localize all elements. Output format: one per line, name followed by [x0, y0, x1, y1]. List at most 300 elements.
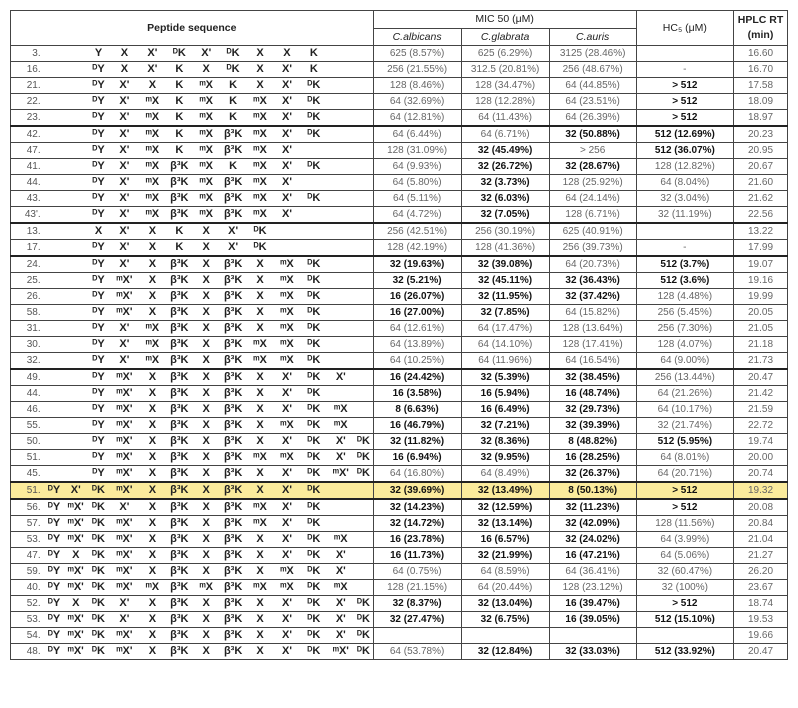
sequence-residue: X' — [327, 450, 354, 466]
hplc-rt-value: 19.53 — [734, 612, 788, 628]
sequence-residue: X' — [110, 110, 139, 127]
table-row — [11, 612, 788, 628]
sequence-residue: β³K — [220, 532, 247, 548]
sequence-residue: ᴰK — [300, 289, 327, 305]
mic-c-albicans: 64 (12.61%) — [373, 321, 461, 337]
sequence-residue: ᴰK — [87, 580, 110, 596]
hc-value — [636, 223, 733, 240]
sequence-residue: ᵐX — [247, 353, 274, 370]
mic-c-auris: 625 (40.91%) — [549, 223, 636, 240]
sequence-residue: ᴰK — [300, 353, 327, 370]
sequence-residue: ᴰK — [300, 516, 327, 532]
mic-c-auris: 32 (42.09%) — [549, 516, 636, 532]
hplc-rt-value: 19.66 — [734, 628, 788, 644]
sequence-residue — [44, 289, 65, 305]
sequence-residue — [64, 450, 87, 466]
sequence-residue: ᴰK — [300, 596, 327, 612]
hc-value: 32 (3.04%) — [636, 191, 733, 207]
sequence-residue: ᴰY — [87, 207, 110, 224]
mic-c-auris: 64 (23.51%) — [549, 94, 636, 110]
hplc-rt-value: 26.20 — [734, 564, 788, 580]
sequence-residue — [354, 369, 373, 386]
sequence-residue: ᵐX' — [327, 644, 354, 660]
hplc-rt-value: 22.72 — [734, 418, 788, 434]
sequence-residue — [354, 143, 373, 159]
sequence-residue: β³K — [166, 321, 193, 337]
sequence-residue: X — [193, 450, 220, 466]
mic-c-auris: 16 (47.21%) — [549, 548, 636, 564]
sequence-residue: ᴰY — [44, 628, 65, 644]
peptide-id: 41. — [11, 159, 44, 175]
sequence-residue — [327, 143, 354, 159]
hc-value: 512 (33.92%) — [636, 644, 733, 660]
sequence-residue: ᵐX' — [64, 644, 87, 660]
sequence-residue: ᵐX — [193, 191, 220, 207]
mic-c-glabrata: 256 (30.19%) — [461, 223, 549, 240]
mic-c-albicans: 32 (27.47%) — [373, 612, 461, 628]
table-row — [11, 191, 788, 207]
hplc-rt-value: 23.67 — [734, 580, 788, 596]
sequence-residue: β³K — [220, 369, 247, 386]
mic-c-glabrata: 32 (26.72%) — [461, 159, 549, 175]
sequence-residue: X' — [64, 482, 87, 499]
sequence-residue: ᴰY — [87, 94, 110, 110]
sequence-residue — [44, 418, 65, 434]
mic-c-auris: 128 (23.12%) — [549, 580, 636, 596]
sequence-residue — [354, 516, 373, 532]
hplc-rt-unit: (min) — [747, 29, 774, 41]
sequence-residue: ᵐX — [274, 418, 301, 434]
mic-c-glabrata: 32 (5.39%) — [461, 369, 549, 386]
sequence-residue: β³K — [220, 564, 247, 580]
hc-value: > 512 — [636, 499, 733, 516]
sequence-residue: X' — [274, 175, 301, 191]
sequence-residue: Y — [87, 46, 110, 62]
sequence-residue: K — [166, 62, 193, 78]
sequence-residue: ᵐX' — [110, 369, 139, 386]
mic-c-glabrata: 32 (45.49%) — [461, 143, 549, 159]
sequence-residue: X' — [110, 159, 139, 175]
sequence-residue: ᴰY — [87, 78, 110, 94]
peptide-id: 56. — [11, 499, 44, 516]
sequence-residue — [64, 273, 87, 289]
sequence-residue: ᴰK — [300, 273, 327, 289]
sequence-residue — [44, 143, 65, 159]
sequence-residue: ᴰK — [354, 628, 373, 644]
sequence-residue: ᴰY — [87, 402, 110, 418]
sequence-residue: ᵐX — [247, 207, 274, 224]
sequence-residue: X — [247, 466, 274, 483]
table-row — [11, 466, 788, 483]
sequence-residue: X — [139, 564, 166, 580]
sequence-residue: ᴰK — [300, 612, 327, 628]
sequence-residue: ᴰK — [300, 386, 327, 402]
hc-value: 128 (4.48%) — [636, 289, 733, 305]
peptide-id: 17. — [11, 240, 44, 257]
sequence-residue: X — [247, 434, 274, 450]
sequence-residue: K — [220, 78, 247, 94]
mic-c-glabrata: 16 (5.94%) — [461, 386, 549, 402]
peptide-id: 22. — [11, 94, 44, 110]
sequence-residue: X' — [274, 532, 301, 548]
table-body — [11, 46, 788, 660]
sequence-residue: ᴰK — [300, 434, 327, 450]
sequence-residue — [64, 402, 87, 418]
sequence-residue — [354, 402, 373, 418]
sequence-residue: ᵐX — [274, 289, 301, 305]
sequence-residue: ᴰY — [87, 305, 110, 321]
sequence-residue: ᵐX' — [110, 450, 139, 466]
mic-c-auris: 64 (36.41%) — [549, 564, 636, 580]
hc-value: 64 (10.17%) — [636, 402, 733, 418]
hc-value — [636, 628, 733, 644]
hplc-rt-value: 17.99 — [734, 240, 788, 257]
sequence-residue: β³K — [220, 612, 247, 628]
sequence-residue — [354, 240, 373, 257]
sequence-residue: X — [247, 418, 274, 434]
sequence-residue: ᴰK — [166, 46, 193, 62]
sequence-residue: ᴰY — [87, 321, 110, 337]
mic-c-auris: 64 (44.85%) — [549, 78, 636, 94]
sequence-residue — [354, 191, 373, 207]
sequence-residue: β³K — [166, 564, 193, 580]
sequence-residue: ᵐX — [139, 94, 166, 110]
hplc-rt-value: 21.18 — [734, 337, 788, 353]
sequence-residue: β³K — [220, 418, 247, 434]
mic-c-glabrata: 32 (9.95%) — [461, 450, 549, 466]
mic-c-albicans: 64 (13.89%) — [373, 337, 461, 353]
hc-value: - — [636, 62, 733, 78]
sequence-residue: ᵐX' — [64, 532, 87, 548]
sequence-residue — [354, 548, 373, 564]
peptide-id: 16. — [11, 62, 44, 78]
sequence-residue: β³K — [166, 337, 193, 353]
sequence-residue: X' — [110, 612, 139, 628]
peptide-id: 49. — [11, 369, 44, 386]
sequence-residue: X' — [110, 223, 139, 240]
peptide-id: 25. — [11, 273, 44, 289]
hplc-rt-label: HPLC RT — [737, 14, 784, 26]
sequence-residue: β³K — [166, 369, 193, 386]
hc-value: > 512 — [636, 596, 733, 612]
hplc-rt-value: 19.99 — [734, 289, 788, 305]
sequence-residue: β³K — [166, 516, 193, 532]
mic-c-glabrata: 128 (12.28%) — [461, 94, 549, 110]
sequence-residue — [354, 321, 373, 337]
peptide-mic-table — [10, 10, 788, 660]
sequence-residue: ᵐX' — [110, 628, 139, 644]
mic-c-albicans: 64 (5.11%) — [373, 191, 461, 207]
hplc-rt-value: 22.56 — [734, 207, 788, 224]
sequence-residue: X — [193, 256, 220, 273]
sequence-residue — [64, 175, 87, 191]
sequence-residue: ᵐX' — [110, 644, 139, 660]
sequence-residue — [64, 240, 87, 257]
sequence-residue: ᵐX — [247, 191, 274, 207]
mic-c-albicans: 64 (16.80%) — [373, 466, 461, 483]
mic-c-glabrata: 32 (7.85%) — [461, 305, 549, 321]
sequence-residue: ᵐX — [139, 191, 166, 207]
sequence-residue: X — [193, 482, 220, 499]
table-row — [11, 482, 788, 499]
mic-c-albicans: 64 (9.93%) — [373, 159, 461, 175]
sequence-residue: X — [139, 532, 166, 548]
mic-c-albicans: 16 (46.79%) — [373, 418, 461, 434]
mic-c-glabrata: 32 (11.95%) — [461, 289, 549, 305]
sequence-residue: X — [139, 369, 166, 386]
mic-c-albicans: 64 (5.80%) — [373, 175, 461, 191]
sequence-residue: X' — [274, 596, 301, 612]
sequence-residue: ᴰK — [300, 418, 327, 434]
sequence-residue: ᴰK — [300, 532, 327, 548]
sequence-residue: X — [247, 78, 274, 94]
sequence-residue: X — [139, 499, 166, 516]
sequence-residue: ᴰY — [87, 434, 110, 450]
hc-value: 256 (5.45%) — [636, 305, 733, 321]
mic-c-glabrata: 32 (39.08%) — [461, 256, 549, 273]
table-row — [11, 450, 788, 466]
sequence-residue: ᵐX — [247, 143, 274, 159]
sequence-residue: β³K — [166, 273, 193, 289]
sequence-residue — [64, 46, 87, 62]
sequence-residue: β³K — [166, 159, 193, 175]
sequence-residue: β³K — [220, 596, 247, 612]
table-row — [11, 207, 788, 224]
sequence-residue: ᴰK — [87, 596, 110, 612]
sequence-residue: X — [193, 466, 220, 483]
sequence-residue: ᴰY — [87, 337, 110, 353]
mic-c-auris: 32 (50.88%) — [549, 126, 636, 143]
sequence-residue: X' — [327, 434, 354, 450]
sequence-residue — [44, 175, 65, 191]
hc-value: 32 (100%) — [636, 580, 733, 596]
table-row — [11, 273, 788, 289]
mic-c-auris: 32 (24.02%) — [549, 532, 636, 548]
peptide-id: 48. — [11, 644, 44, 660]
hplc-rt-value: 18.74 — [734, 596, 788, 612]
sequence-residue — [354, 337, 373, 353]
c-albicans-header: C.albicans — [373, 29, 461, 46]
mic-c-auris: 256 (48.67%) — [549, 62, 636, 78]
hplc-rt-value: 21.27 — [734, 548, 788, 564]
hplc-rt-value: 20.05 — [734, 305, 788, 321]
table-row — [11, 78, 788, 94]
table-row — [11, 548, 788, 564]
mic-c-glabrata: 32 (6.03%) — [461, 191, 549, 207]
sequence-residue: X — [247, 532, 274, 548]
sequence-residue: β³K — [220, 353, 247, 370]
sequence-residue — [327, 482, 354, 499]
table-row — [11, 386, 788, 402]
sequence-residue: ᴰY — [44, 580, 65, 596]
sequence-residue — [327, 207, 354, 224]
hplc-rt-value: 19.74 — [734, 434, 788, 450]
mic-c-glabrata: 64 (11.96%) — [461, 353, 549, 370]
sequence-residue: ᵐX — [274, 305, 301, 321]
mic-c-glabrata: 16 (6.49%) — [461, 402, 549, 418]
sequence-residue — [354, 418, 373, 434]
sequence-residue: X' — [327, 628, 354, 644]
sequence-residue: ᵐX' — [110, 516, 139, 532]
sequence-residue — [354, 499, 373, 516]
sequence-residue: ᴰK — [300, 305, 327, 321]
table-row — [11, 46, 788, 62]
sequence-residue: X' — [274, 628, 301, 644]
sequence-residue: X — [64, 548, 87, 564]
sequence-residue: ᵐX — [247, 499, 274, 516]
sequence-residue: X' — [327, 369, 354, 386]
sequence-residue: X — [139, 516, 166, 532]
sequence-residue: X' — [327, 596, 354, 612]
sequence-residue: β³K — [220, 175, 247, 191]
sequence-residue: ᴰK — [300, 321, 327, 337]
table-row — [11, 369, 788, 386]
sequence-residue: X' — [110, 321, 139, 337]
sequence-residue: X' — [110, 499, 139, 516]
table-row — [11, 175, 788, 191]
sequence-residue: ᵐX — [193, 110, 220, 127]
sequence-residue: ᵐX — [193, 207, 220, 224]
sequence-residue: X — [193, 223, 220, 240]
sequence-residue: X — [139, 596, 166, 612]
sequence-residue: X — [193, 321, 220, 337]
hplc-rt-value: 16.60 — [734, 46, 788, 62]
sequence-residue: β³K — [220, 466, 247, 483]
sequence-residue: X' — [110, 207, 139, 224]
sequence-residue — [354, 223, 373, 240]
sequence-residue: X — [193, 628, 220, 644]
peptide-id: 40. — [11, 580, 44, 596]
sequence-residue: ᴰK — [87, 532, 110, 548]
peptide-id: 47. — [11, 548, 44, 564]
peptide-id: 55. — [11, 418, 44, 434]
sequence-residue: X — [193, 62, 220, 78]
sequence-residue — [44, 126, 65, 143]
peptide-id: 31. — [11, 321, 44, 337]
table-row — [11, 223, 788, 240]
hplc-rt-value: 13.22 — [734, 223, 788, 240]
hplc-rt-value: 19.32 — [734, 482, 788, 499]
hplc-rt-value: 21.04 — [734, 532, 788, 548]
sequence-residue — [64, 159, 87, 175]
sequence-residue: X — [193, 596, 220, 612]
sequence-residue — [354, 482, 373, 499]
mic-c-auris: 8 (48.82%) — [549, 434, 636, 450]
sequence-residue — [354, 46, 373, 62]
peptide-id: 43'. — [11, 207, 44, 224]
mic-c-albicans: 16 (23.78%) — [373, 532, 461, 548]
sequence-residue: ᴰY — [87, 110, 110, 127]
mic-c-glabrata: 64 (17.47%) — [461, 321, 549, 337]
sequence-residue: ᴰK — [300, 548, 327, 564]
table-row — [11, 564, 788, 580]
sequence-residue: ᴰK — [87, 482, 110, 499]
table-row — [11, 353, 788, 370]
sequence-residue — [327, 191, 354, 207]
sequence-residue — [327, 62, 354, 78]
sequence-residue: X' — [274, 482, 301, 499]
hc-value: > 512 — [636, 78, 733, 94]
sequence-residue: ᵐX' — [110, 418, 139, 434]
mic-c-auris: 64 (20.73%) — [549, 256, 636, 273]
hplc-rt-value: 20.47 — [734, 644, 788, 660]
sequence-residue — [354, 564, 373, 580]
hplc-rt-value: 20.47 — [734, 369, 788, 386]
hplc-rt-value: 21.42 — [734, 386, 788, 402]
mic-c-auris: 16 (48.74%) — [549, 386, 636, 402]
sequence-residue — [327, 337, 354, 353]
sequence-residue — [44, 273, 65, 289]
sequence-residue: ᴰK — [87, 516, 110, 532]
sequence-residue — [44, 62, 65, 78]
sequence-residue: β³K — [166, 532, 193, 548]
sequence-residue: ᵐX' — [64, 612, 87, 628]
mic-c-auris: 64 (16.54%) — [549, 353, 636, 370]
sequence-residue — [64, 418, 87, 434]
mic-c-auris: 256 (39.73%) — [549, 240, 636, 257]
sequence-residue: ᵐX — [247, 175, 274, 191]
sequence-residue — [64, 434, 87, 450]
peptide-id: 53. — [11, 532, 44, 548]
mic-c-glabrata: 32 (7.21%) — [461, 418, 549, 434]
sequence-residue: X — [193, 240, 220, 257]
sequence-residue: ᵐX' — [64, 628, 87, 644]
sequence-residue: ᵐX' — [110, 305, 139, 321]
sequence-residue: ᴰK — [300, 628, 327, 644]
sequence-residue: ᴰY — [87, 143, 110, 159]
sequence-residue: β³K — [166, 256, 193, 273]
sequence-residue: ᵐX — [247, 126, 274, 143]
sequence-residue: K — [166, 223, 193, 240]
sequence-residue: K — [300, 46, 327, 62]
sequence-residue: β³K — [166, 402, 193, 418]
mic-c-albicans: 16 (27.00%) — [373, 305, 461, 321]
table-row — [11, 94, 788, 110]
sequence-residue — [354, 78, 373, 94]
peptide-id: 44. — [11, 175, 44, 191]
sequence-residue — [64, 207, 87, 224]
mic-c-auris: 32 (36.43%) — [549, 273, 636, 289]
sequence-residue: X' — [327, 612, 354, 628]
sequence-residue: ᵐX — [139, 207, 166, 224]
sequence-residue: ᵐX — [139, 110, 166, 127]
sequence-residue: ᵐX — [247, 337, 274, 353]
sequence-residue: ᴰK — [300, 580, 327, 596]
sequence-residue: X' — [274, 369, 301, 386]
sequence-residue: X' — [110, 353, 139, 370]
sequence-residue: ᵐX — [327, 418, 354, 434]
sequence-residue: ᵐX' — [64, 499, 87, 516]
sequence-residue: ᵐX' — [110, 580, 139, 596]
sequence-residue — [44, 78, 65, 94]
table-row — [11, 596, 788, 612]
mic-c-albicans: 625 (8.57%) — [373, 46, 461, 62]
sequence-residue: X' — [220, 240, 247, 257]
table-row — [11, 143, 788, 159]
sequence-residue: X — [193, 369, 220, 386]
sequence-residue: K — [220, 110, 247, 127]
sequence-residue: β³K — [220, 273, 247, 289]
sequence-residue: X — [247, 596, 274, 612]
mic-c-glabrata: 32 (3.73%) — [461, 175, 549, 191]
sequence-residue: X — [193, 499, 220, 516]
sequence-residue: ᴰK — [300, 450, 327, 466]
hplc-rt-value: 19.16 — [734, 273, 788, 289]
peptide-id: 44. — [11, 386, 44, 402]
hplc-rt-value: 16.70 — [734, 62, 788, 78]
mic-c-albicans: 128 (8.46%) — [373, 78, 461, 94]
sequence-residue — [44, 353, 65, 370]
